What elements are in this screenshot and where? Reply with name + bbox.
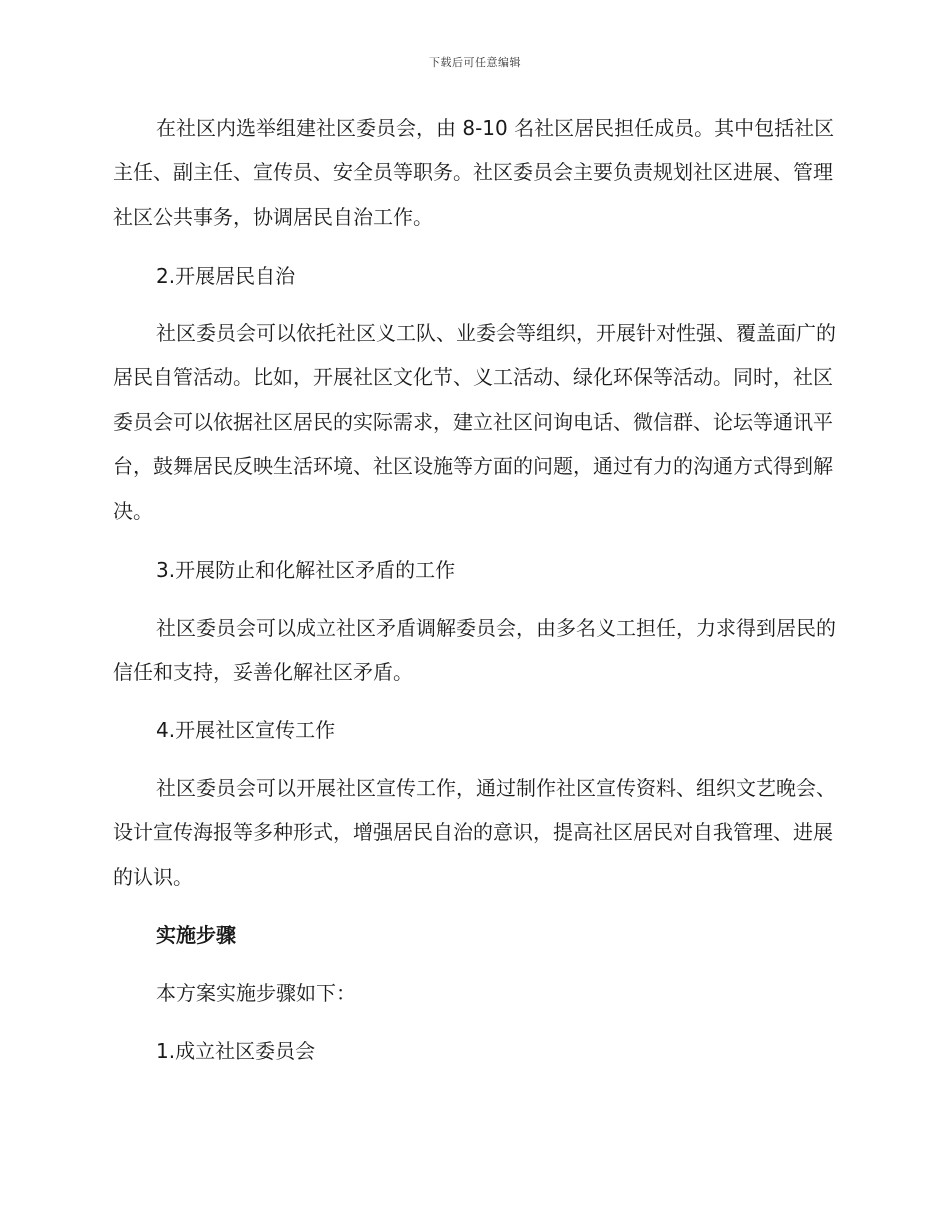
section-title-implementation-steps: 实施步骤: [156, 923, 236, 947]
heading-step-one: 1.成立社区委员会: [156, 1039, 316, 1063]
heading-resident-autonomy: 2.开展居民自治: [156, 264, 296, 288]
heading-conflict-resolution: 3.开展防止和化解社区矛盾的工作: [156, 558, 456, 582]
paragraph-community-publicity: 社区委员会可以开展社区宣传工作，通过制作社区宣传资料、组织文艺晚会、设计宣传海报等多种形式，增强居民自治的意识，提高社区居民对自我管理、进展的认识。: [113, 776, 836, 889]
paragraph-committee-formation: 在社区内选举组建社区委员会，由 8-10 名社区居民担任成员。其中包括社区主任、副主任、宣传员、安全员等职务。社区委员会主要负责规划社区进展、管理社区公共事务，协调居民自治工作。: [113, 116, 835, 229]
paragraph-conflict-resolution: 社区委员会可以成立社区矛盾调解委员会，由多名义工担任，力求得到居民的信任和支持，妥善化解社区矛盾。: [113, 616, 836, 685]
paragraph-resident-autonomy: 社区委员会可以依托社区义工队、业委会等组织，开展针对性强、覆盖面广的居民自管活动。比如，开展社区文化节、义工活动、绿化环保等活动。同时，社区委员会可以依据社区居民的实际需求，建立社区问询电话、微信群、论坛等通讯平台，鼓舞居民反映生活环境、社区设施等方面的问题，通过有力的沟通方式得到解决。: [113, 321, 836, 523]
heading-community-publicity: 4.开展社区宣传工作: [156, 718, 336, 742]
page-header: 下载后可任意编辑: [429, 56, 521, 69]
paragraph-implementation-intro: 本方案实施步骤如下：: [156, 981, 356, 1005]
